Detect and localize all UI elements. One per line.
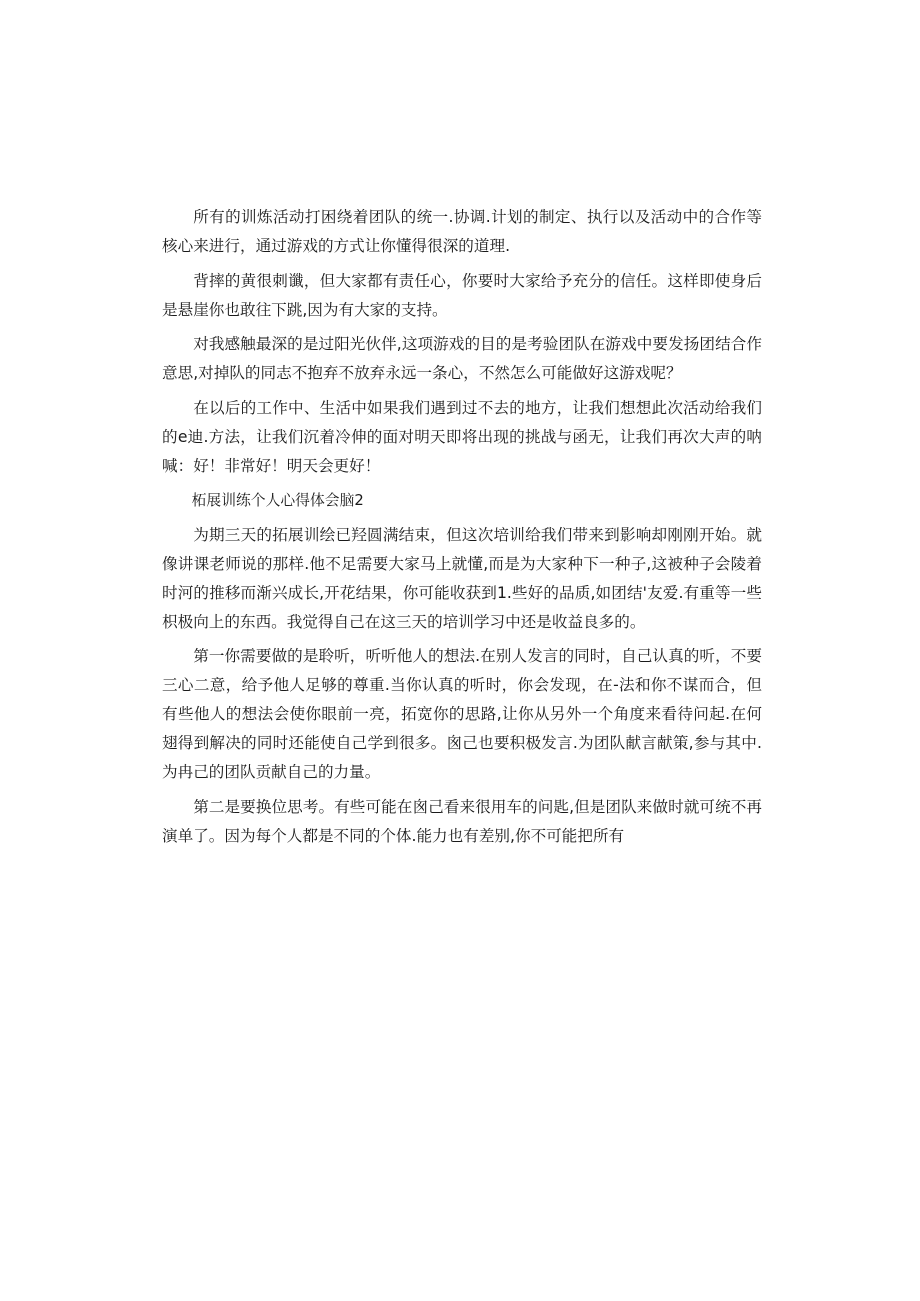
paragraph-2: 背摔的黄很刺谶，但大家都有责任心，你要时大家给予充分的信任。这样即使身后是悬崖你也敢往下跳,因为有大家的支持。: [162, 271, 762, 319]
paragraph-3: 对我感触最深的是过阳光伙伴,这项游戏的目的是考验团队在游戏中要发扬团结合作意思,对掉队的同志不抱弃不放弃永远一条心，不然怎么可能做好这游戏呢？: [162, 335, 762, 382]
section-heading: 柘展训练个人心得体会脑2: [191, 492, 364, 509]
document-body: [162, 203, 762, 856]
paragraph-6: 第一你需要做的是聆听，听听他人的想法.在别人发言的同时，自己认真的听，不要三心二意，给予他人足够的尊重.当你认真的听时，你会发现，在-法和你不谋而合，但有些他人的想法会使你眼前一亮，拓宽你的思路,让你从另外一个角度来看待问起.在何翅得到解决的同时还能使自己学到很多。囪己也要积极发言.为团队献言献策,参与其中.为冉己的团队贡献自己的力量。: [162, 647, 762, 781]
paragraph-5: 为期三天的拓展训绘已羟圆满结束，但这次培训给我们带来到影响却刚刚开始。就像讲课老师说的那样.他不足需要大家马上就懂,而是为大家种下一种子,这被种子会陵着时河的推移而渐兴成长,开花结果，你可能收获到1.些好的品质,如团结'友爱.有重等一些枳极向上的东西。我觉得自己在这三天的培训学习中还是收益良多的。: [162, 525, 762, 631]
paragraph-1: 所有的训炼活动打困绕着团队的统一.协调.计划的制定、执行以及活动中的合作等核心来进行，通过游戏的方式让你懂得很深的道理.: [162, 208, 762, 255]
paragraph-4: 在以后的工作中、生活中如果我们遇到过不去的地方，让我们想想此次活动给我们的e迪.方法，让我们沉着冷伸的面对明天即将出现的挑战与函无，让我们再次大声的呐喊：好！非常好！明天会更好！: [162, 398, 762, 475]
paragraph-7: 第二是要换位思考。有些可能在囪己看来很用车的问匙,但是团队来做时就可统不再演单了。因为每个人都是不同的个体.能力也有差别,你不可能把所有: [162, 797, 762, 845]
